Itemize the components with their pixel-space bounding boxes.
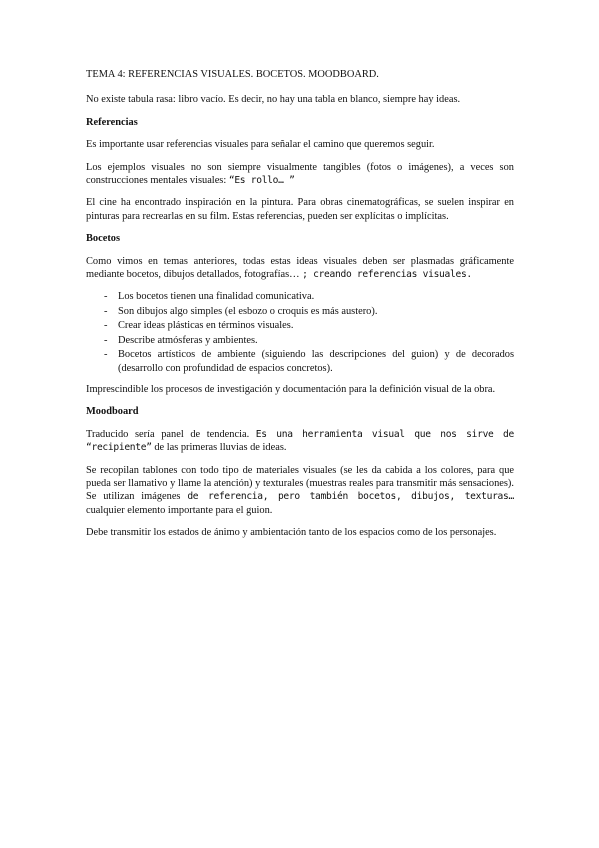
document-title: TEMA 4: REFERENCIAS VISUALES. BOCETOS. MOODBOARD. (86, 69, 379, 80)
moodboard-paragraph-1-text-a: Traducido sería panel de tendencia. (86, 428, 256, 440)
list-item-text: Son dibujos algo simples (el esbozo o croquis es más austero). (118, 305, 378, 317)
moodboard-paragraph-3: Debe transmitir los estados de ánimo y ambientación tanto de los espacios como de los personajes. (86, 527, 497, 539)
bullet-dash: - (104, 291, 108, 303)
bocetos-bullet-list (86, 290, 514, 374)
handwritten-annotation: Es una herramienta visual que nos sirve de “recipiente” (86, 428, 514, 454)
section-heading-referencias: Referencias (86, 116, 138, 128)
list-item (86, 334, 514, 347)
referencias-paragraph-2 (86, 161, 514, 188)
document-page (86, 68, 514, 549)
handwritten-annotation: “Es rollo… ” (228, 175, 295, 187)
handwritten-annotation: ; creando referencias visuales. (302, 269, 472, 281)
list-item (86, 290, 514, 303)
moodboard-paragraph-2-text-a: Se recopilan tablones con todo tipo de materiales visuales (se les da cabida a los colores, para que pueda ser llamativo y llame la atención) y texturales (muestras reales para transmitir más sensaciones). Se utilizan imágenes (86, 464, 514, 503)
bullet-dash: - (104, 320, 108, 332)
section-heading-bocetos: Bocetos (86, 233, 121, 245)
list-item (86, 319, 514, 332)
section-heading-moodboard: Moodboard (86, 406, 139, 418)
bullet-dash: - (104, 305, 108, 317)
list-item-text: Bocetos artísticos de ambiente (siguiendo las descripciones del guion) y de decorados (desarrollo con profundidad de espacios concretos). (118, 349, 514, 374)
list-item (86, 348, 514, 375)
bocetos-paragraph-1 (86, 255, 514, 282)
bocetos-paragraph-2: Imprescindible los procesos de investigación y documentación para la definición visual de la obra. (86, 383, 496, 395)
moodboard-paragraph-2 (86, 464, 514, 518)
list-item (86, 305, 514, 318)
moodboard-paragraph-2-text-b: cualquier elemento importante para el guion. (86, 504, 273, 516)
referencias-paragraph-2-text: Los ejemplos visuales no son siempre visualmente tangibles (fotos o imágenes), a veces son construcciones mentales visuales: (86, 161, 514, 187)
handwritten-annotation: de referencia, pero también bocetos, dibujos, texturas… (187, 491, 514, 503)
intro-paragraph: No existe tabula rasa: libro vacío. Es decir, no hay una tabla en blanco, siempre hay ideas. (86, 94, 461, 106)
moodboard-paragraph-1 (86, 428, 514, 455)
list-item-text: Crear ideas plásticas en términos visuales. (118, 320, 294, 332)
bullet-dash: - (104, 349, 108, 361)
bullet-dash: - (104, 334, 108, 346)
referencias-paragraph-3: El cine ha encontrado inspiración en la pintura. Para obras cinematográficas, se suelen inspirar en pinturas para recrearlas en su film. Estas referencias, pueden ser explícitas o implícitas. (86, 197, 514, 222)
list-item-text: Describe atmósferas y ambientes. (118, 334, 258, 346)
bocetos-paragraph-1-text: Como vimos en temas anteriores, todas estas ideas visuales deben ser plasmadas gráficamente mediante bocetos, dibujos detallados, fotografías… (86, 255, 514, 281)
list-item-text: Los bocetos tienen una finalidad comunicativa. (118, 291, 315, 303)
referencias-paragraph-1: Es importante usar referencias visuales para señalar el camino que queremos seguir. (86, 139, 435, 151)
moodboard-paragraph-1-text-b: de las primeras lluvias de ideas. (151, 442, 287, 454)
